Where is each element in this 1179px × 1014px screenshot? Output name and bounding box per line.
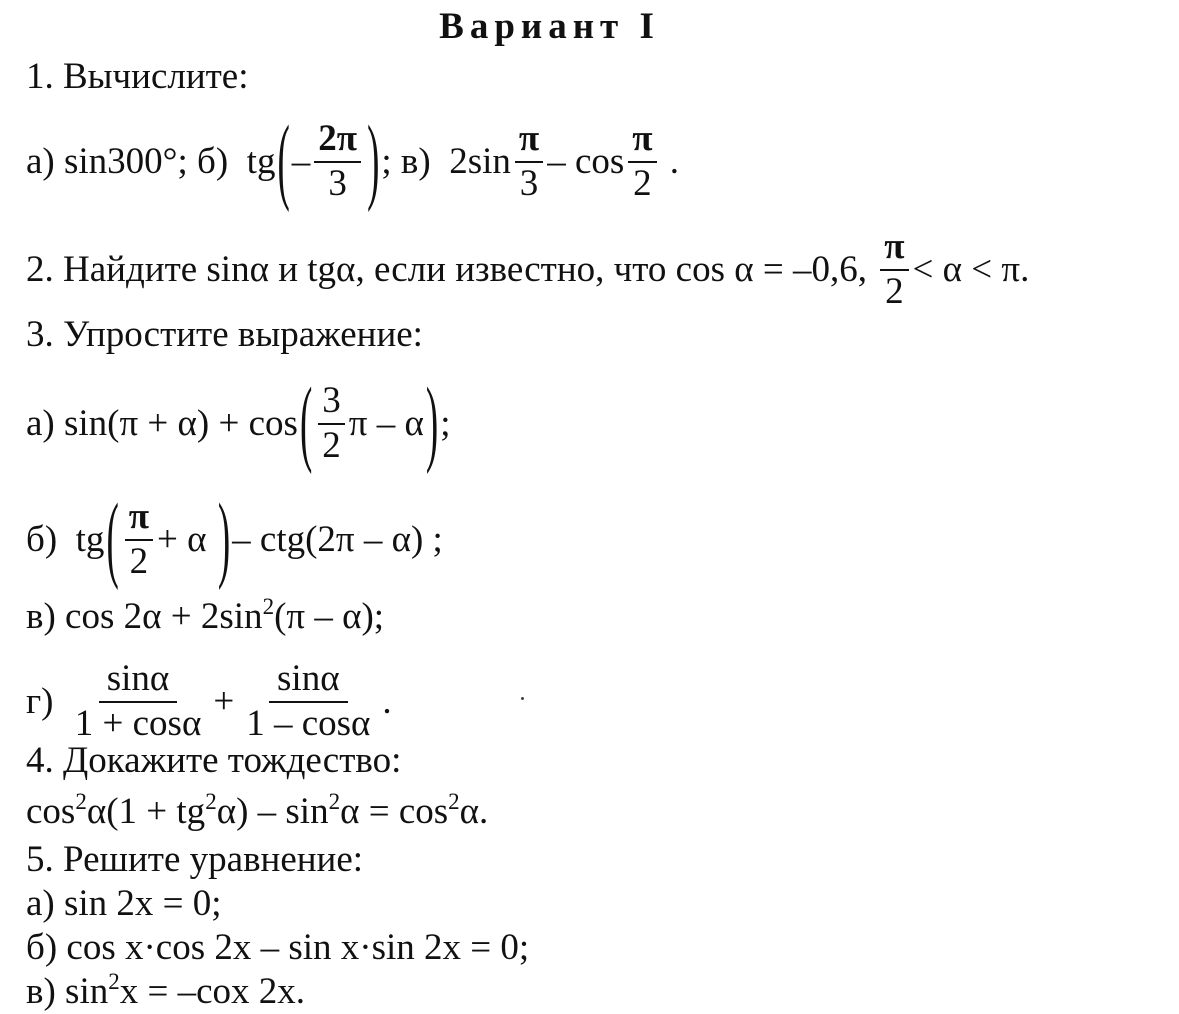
task5-c-p1: в) sin	[26, 971, 109, 1012]
exponent: 2	[205, 789, 217, 814]
task4-p1: cos	[26, 791, 76, 832]
fraction-denominator: 2	[322, 424, 341, 466]
exponent: 2	[262, 594, 275, 619]
task3-c-part1: cos 2α + 2sin	[65, 596, 263, 637]
task3-d-plus: +	[213, 681, 235, 723]
task1-expression	[26, 108, 680, 216]
task1-b-sign: –	[291, 141, 311, 183]
task2-expression	[26, 228, 1029, 312]
fraction	[238, 660, 378, 744]
open-paren: (	[106, 486, 119, 594]
task3-heading: 3. Упростите выражение:	[26, 314, 423, 355]
task3-d-line	[26, 660, 392, 744]
task3-a-label: а)	[26, 403, 55, 445]
fraction	[628, 120, 656, 204]
fraction-numerator: π	[880, 228, 908, 271]
exponent: 2	[328, 789, 341, 814]
task4-heading: 4. Докажите тождество:	[26, 740, 402, 781]
fraction-denominator: 2	[885, 270, 904, 312]
fraction-denominator: 2	[129, 540, 149, 582]
exponent: 2	[108, 969, 120, 994]
task1-c-label: в)	[400, 141, 431, 183]
fraction-numerator: π	[515, 120, 543, 163]
task5-b: б) cos x·cos 2x – sin x·sin 2x = 0;	[26, 927, 530, 968]
fraction-denominator: 3	[519, 162, 539, 204]
fraction-denominator: 1 – cosα	[246, 702, 371, 744]
task1-c-end: .	[669, 141, 680, 183]
task3-c-line	[26, 594, 385, 637]
task5-c	[26, 969, 306, 1012]
task4-p4: α = cos	[340, 791, 449, 832]
task3-b-fn: tg	[75, 519, 105, 561]
task3-a-lead: sin(π + α) + cos	[64, 403, 298, 445]
fraction	[318, 382, 345, 466]
task2-tail: < α < π.	[912, 249, 1030, 291]
task1-b-label: б)	[197, 141, 229, 183]
close-paren: )	[367, 108, 380, 216]
fraction-denominator: 2	[633, 162, 652, 204]
task2-text: 2. Найдите sinα и tgα, если известно, что cos α = –0,6,	[26, 249, 867, 291]
task1-b-fn: tg	[246, 141, 276, 183]
task5-c-p2: x = –cox 2x.	[119, 971, 306, 1012]
task3-b-expression	[26, 486, 443, 594]
task1-heading: 1. Вычислите:	[26, 56, 249, 97]
task5-heading: 5. Решите уравнение:	[26, 839, 364, 880]
task3-a-line	[26, 370, 451, 478]
task1-c-lead: 2sin	[449, 141, 511, 183]
close-paren: )	[425, 370, 439, 478]
task1-a-expr: sin300°;	[64, 141, 188, 183]
task4-p2: α(1 + tg	[86, 791, 206, 832]
task3-d-label: г)	[26, 681, 54, 723]
stray-dot	[521, 697, 524, 700]
fraction	[515, 120, 543, 204]
task2-line	[26, 228, 1029, 312]
fraction-numerator: 2π	[314, 120, 361, 163]
task3-b-inner: + α	[157, 519, 207, 561]
close-paren: )	[217, 486, 231, 594]
task3-b-line	[26, 486, 443, 594]
fraction-denominator: 1 + cosα	[74, 702, 202, 744]
fraction-numerator: π	[125, 498, 153, 541]
fraction	[314, 120, 361, 204]
task1-parts	[26, 108, 680, 216]
exponent: 2	[448, 789, 460, 814]
open-paren: (	[277, 108, 290, 216]
fraction-numerator: π	[628, 120, 656, 163]
task4-p5: α.	[459, 791, 489, 832]
variant-title: Вариант I	[439, 6, 660, 47]
open-paren: (	[299, 370, 313, 478]
fraction	[67, 660, 210, 744]
task1-c-mid: – cos	[547, 141, 625, 183]
task3-c-part2: (π – α);	[274, 596, 385, 637]
fraction	[125, 498, 153, 582]
task5-a: а) sin 2x = 0;	[26, 883, 222, 924]
task3-a-expression	[26, 370, 451, 478]
fraction-numerator: sinα	[99, 660, 178, 703]
task3-a-end: ;	[440, 403, 451, 445]
task3-d-expression	[26, 660, 392, 744]
task4-p3: α) – sin	[216, 791, 329, 832]
fraction-numerator: 3	[318, 382, 345, 425]
fraction-denominator: 3	[328, 162, 347, 204]
fraction	[880, 228, 908, 312]
exponent: 2	[75, 789, 87, 814]
task1-b-end: ;	[381, 141, 392, 183]
task3-b-label: б)	[26, 519, 58, 561]
task3-d-end: .	[382, 681, 392, 723]
task1-a-label: а)	[26, 141, 55, 183]
task3-a-inner: π – α	[348, 403, 424, 445]
task4-identity	[26, 789, 489, 832]
fraction-numerator: sinα	[269, 660, 348, 703]
task3-b-tail: – ctg(2π – α) ;	[232, 519, 443, 561]
task3-c-label: в)	[26, 596, 56, 637]
